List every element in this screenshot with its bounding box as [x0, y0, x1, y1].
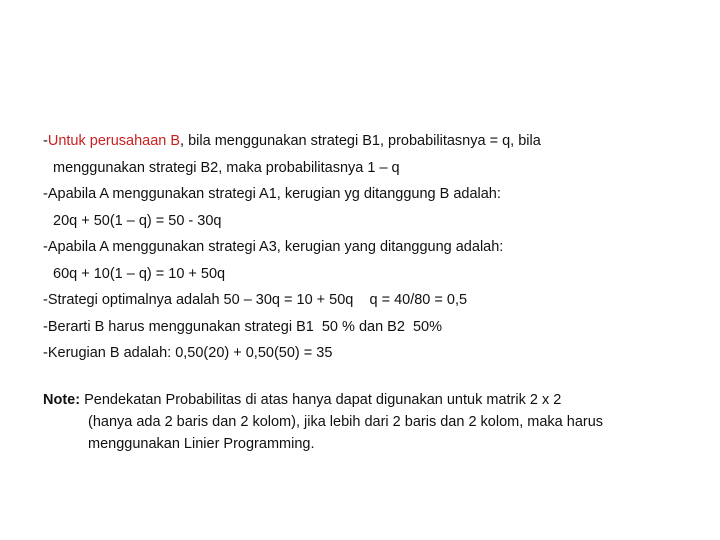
line-berarti-b: -Berarti B harus menggunakan strategi B1 50 % dan B2 50%: [43, 318, 442, 335]
note-line-3: menggunakan Linier Programming.: [88, 436, 315, 452]
note-line-1: [43, 389, 693, 411]
highlight-untuk-perusahaan-b: Untuk perusahaan B: [47, 133, 181, 149]
line-apabila-a3: -Apabila A menggunakan strategi A3, kerugian yang ditanggung adalah:: [43, 239, 504, 255]
equation-a3: 60q + 10(1 – q) = 10 + 50q: [53, 265, 226, 282]
note-label: Note:: [43, 392, 81, 408]
note-line-2: (hanya ada 2 baris dan 2 kolom), jika lebih dari 2 baris dan 2 kolom, maka harus: [88, 414, 604, 430]
equation-a1: 20q + 50(1 – q) = 50 - 30q: [53, 212, 222, 229]
line-apabila-a1: -Apabila A menggunakan strategi A1, kerugian yg ditanggung B adalah:: [43, 186, 501, 202]
line-kerugian-b: -Kerugian B adalah: 0,50(20) + 0,50(50) = 35: [43, 345, 333, 361]
content-body: [43, 128, 693, 367]
line-b2-probability: menggunakan strategi B2, maka probabilitasnya 1 – q: [53, 159, 400, 176]
note-text-1: Pendekatan Probabilitas di atas hanya dapat digunakan untuk matrik 2 x 2: [84, 392, 562, 408]
line-strategi-optimal: -Strategi optimalnya adalah 50 – 30q = 10 + 50q q = 40/80 = 0,5: [43, 292, 468, 308]
line-untuk-perusahaan-b: [43, 128, 693, 155]
note-block: [43, 389, 693, 455]
line-rest: , bila menggunakan strategi B1, probabilitasnya = q, bila: [180, 133, 541, 149]
line-prefix: -: [43, 133, 48, 149]
